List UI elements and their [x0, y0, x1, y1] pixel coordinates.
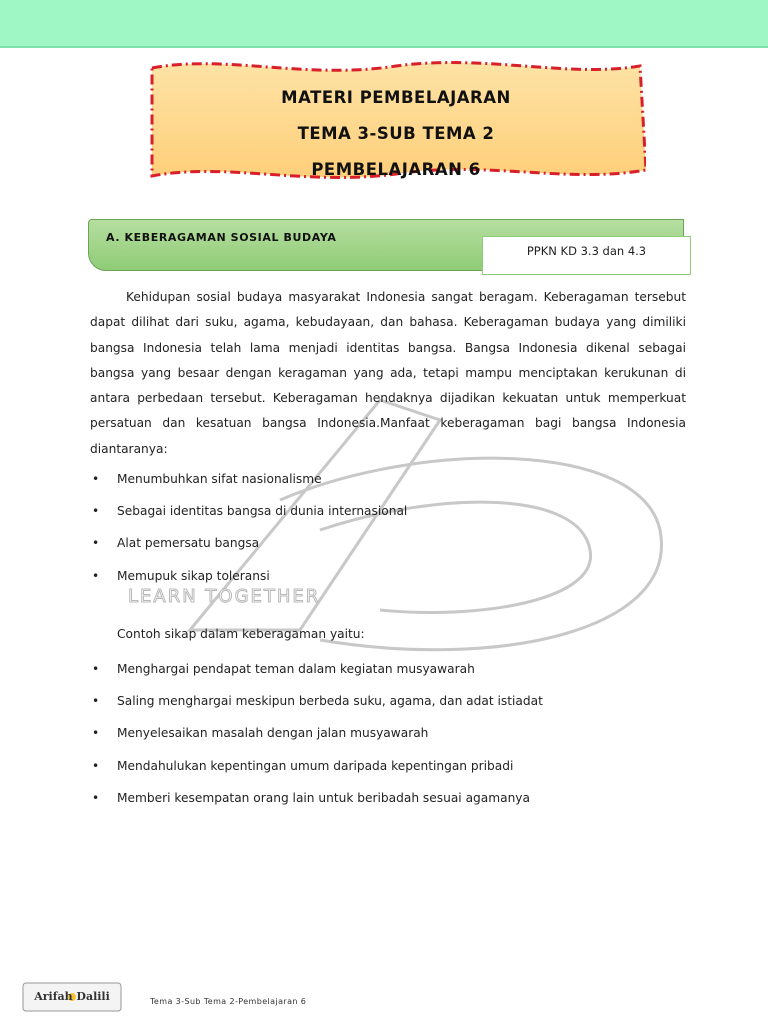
banner-line-1: MATERI PEMBELAJARAN [281, 88, 511, 107]
banner-line-2: TEMA 3-SUB TEMA 2 [297, 124, 495, 143]
top-color-band [0, 0, 768, 48]
list-item: • Menghargai pendapat teman dalam kegiatan musyawarah [90, 659, 543, 691]
examples-intro: Contoh sikap dalam keberagaman yaitu: [117, 627, 365, 641]
intro-paragraph [90, 285, 686, 462]
list-item: • Sebagai identitas bangsa di dunia internasional [90, 501, 407, 533]
banner-line-3: PEMBELAJARAN 6 [311, 160, 481, 179]
examples-list [90, 659, 543, 820]
section-title: A. KEBERAGAMAN SOSIAL BUDAYA [106, 231, 337, 244]
footer-logo [22, 982, 122, 1012]
benefits-list [90, 469, 407, 598]
watermark-text: LEARN TOGETHER [128, 586, 321, 607]
banner-title [146, 80, 646, 188]
list-item: • Saling menghargai meskipun berbeda suku, agama, dan adat istiadat [90, 691, 543, 723]
footer-logo-text: Arifah Dalili [34, 990, 110, 1003]
footer-page-label: Tema 3-Sub Tema 2-Pembelajaran 6 [150, 997, 307, 1006]
list-item: • Alat pemersatu bangsa [90, 533, 407, 565]
list-item: • Mendahulukan kepentingan umum daripada kepentingan pribadi [90, 756, 543, 788]
list-item: • Menumbuhkan sifat nasionalisme [90, 469, 407, 501]
list-item: • Memberi kesempatan orang lain untuk beribadah sesuai agamanya [90, 788, 543, 820]
list-item: • Menyelesaikan masalah dengan jalan musyawarah [90, 723, 543, 755]
list-item: • Memupuk sikap toleransi [90, 566, 407, 598]
kd-label-box: PPKN KD 3.3 dan 4.3 [482, 236, 691, 275]
intro-paragraph-text: Kehidupan sosial budaya masyarakat Indonesia sangat beragam. Keberagaman tersebut dapat dilihat dari suku, agama, kebudayaan, dan bahasa. Keberagaman budaya yang dimiliki bangsa Indonesia telah lama menjadi identitas bangsa. Bangsa Indonesia dikenal sebagai bangsa yang besaar dengan keragaman yang ada, tetapi mampu menciptakan kerukunan di antara perbedaan tersebut. Keberagaman hendaknya dijadikan kekuatan untuk memperkuat persatuan dan kesatuan bangsa Indonesia.Manfaat keberagaman bagi bangsa Indonesia diantaranya: [90, 290, 686, 456]
